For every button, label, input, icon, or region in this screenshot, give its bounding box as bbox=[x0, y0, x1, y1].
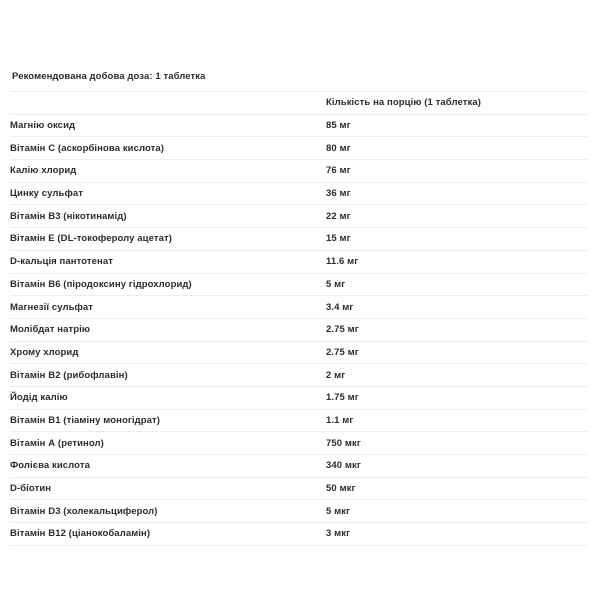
table-header bbox=[10, 92, 588, 115]
table-row bbox=[10, 182, 588, 205]
ingredient-amount: 11.6 мг bbox=[326, 250, 588, 273]
ingredient-name: D-кальція пантотенат bbox=[10, 250, 326, 273]
recommended-daily-dose-note: Рекомендована добова доза: 1 таблетка bbox=[12, 71, 206, 82]
ingredient-name: Калію хлорид bbox=[10, 160, 326, 183]
ingredient-name: Вітамін В2 (рибофлавін) bbox=[10, 364, 326, 387]
ingredient-amount: 5 мкг bbox=[326, 500, 588, 523]
ingredient-name: Магнезії сульфат bbox=[10, 296, 326, 319]
table-header-row bbox=[10, 92, 588, 115]
ingredient-amount: 80 мг bbox=[326, 137, 588, 160]
ingredient-amount: 2.75 мг bbox=[326, 318, 588, 341]
table-row bbox=[10, 114, 588, 137]
ingredient-amount: 3 мкг bbox=[326, 523, 588, 546]
table-row bbox=[10, 477, 588, 500]
table-row bbox=[10, 250, 588, 273]
table-row bbox=[10, 160, 588, 183]
table-row bbox=[10, 409, 588, 432]
table-row bbox=[10, 296, 588, 319]
table-row bbox=[10, 318, 588, 341]
ingredient-name: Вітамін В6 (піродоксину гідрохлорид) bbox=[10, 273, 326, 296]
table-row bbox=[10, 523, 588, 546]
ingredient-amount: 85 мг bbox=[326, 114, 588, 137]
ingredient-amount: 1.1 мг bbox=[326, 409, 588, 432]
ingredient-name: Молібдат натрію bbox=[10, 318, 326, 341]
ingredient-amount: 76 мг bbox=[326, 160, 588, 183]
column-header-amount-per-serving: Кількість на порцію (1 таблетка) bbox=[326, 92, 588, 115]
column-header-ingredient bbox=[10, 92, 326, 115]
ingredient-name: Вітамін С (аскорбінова кислота) bbox=[10, 137, 326, 160]
ingredient-name: Цинку сульфат bbox=[10, 182, 326, 205]
ingredient-amount: 750 мкг bbox=[326, 432, 588, 455]
table-row bbox=[10, 500, 588, 523]
table-row bbox=[10, 364, 588, 387]
ingredient-amount: 36 мг bbox=[326, 182, 588, 205]
ingredient-name: Вітамін В3 (нікотинамід) bbox=[10, 205, 326, 228]
ingredient-amount: 2.75 мг bbox=[326, 341, 588, 364]
ingredient-amount: 2 мг bbox=[326, 364, 588, 387]
ingredient-name: Фолієва кислота bbox=[10, 455, 326, 478]
table-row bbox=[10, 205, 588, 228]
ingredient-name: Вітамін Е (DL-токоферолу ацетат) bbox=[10, 228, 326, 251]
ingredient-name: Вітамін А (ретинол) bbox=[10, 432, 326, 455]
ingredient-amount: 1.75 мг bbox=[326, 386, 588, 409]
ingredient-amount: 22 мг bbox=[326, 205, 588, 228]
table-row bbox=[10, 137, 588, 160]
ingredient-name: Йодід калію bbox=[10, 386, 326, 409]
table-row bbox=[10, 341, 588, 364]
ingredient-name: Вітамін В1 (тіаміну моногідрат) bbox=[10, 409, 326, 432]
ingredient-amount: 15 мг bbox=[326, 228, 588, 251]
ingredient-amount: 50 мкг bbox=[326, 477, 588, 500]
table-row bbox=[10, 386, 588, 409]
table-row bbox=[10, 455, 588, 478]
ingredient-amount: 3.4 мг bbox=[326, 296, 588, 319]
ingredient-name: Хрому хлорид bbox=[10, 341, 326, 364]
ingredient-amount: 340 мкг bbox=[326, 455, 588, 478]
ingredient-name: Вітамін В12 (ціанокобаламін) bbox=[10, 523, 326, 546]
table-row bbox=[10, 228, 588, 251]
ingredient-name: D-біотин bbox=[10, 477, 326, 500]
ingredient-name: Вітамін D3 (холекальциферол) bbox=[10, 500, 326, 523]
ingredient-name: Магнію оксид bbox=[10, 114, 326, 137]
ingredient-amount: 5 мг bbox=[326, 273, 588, 296]
supplement-facts-table bbox=[10, 91, 588, 546]
table-body bbox=[10, 114, 588, 545]
table-row bbox=[10, 273, 588, 296]
table-row bbox=[10, 432, 588, 455]
